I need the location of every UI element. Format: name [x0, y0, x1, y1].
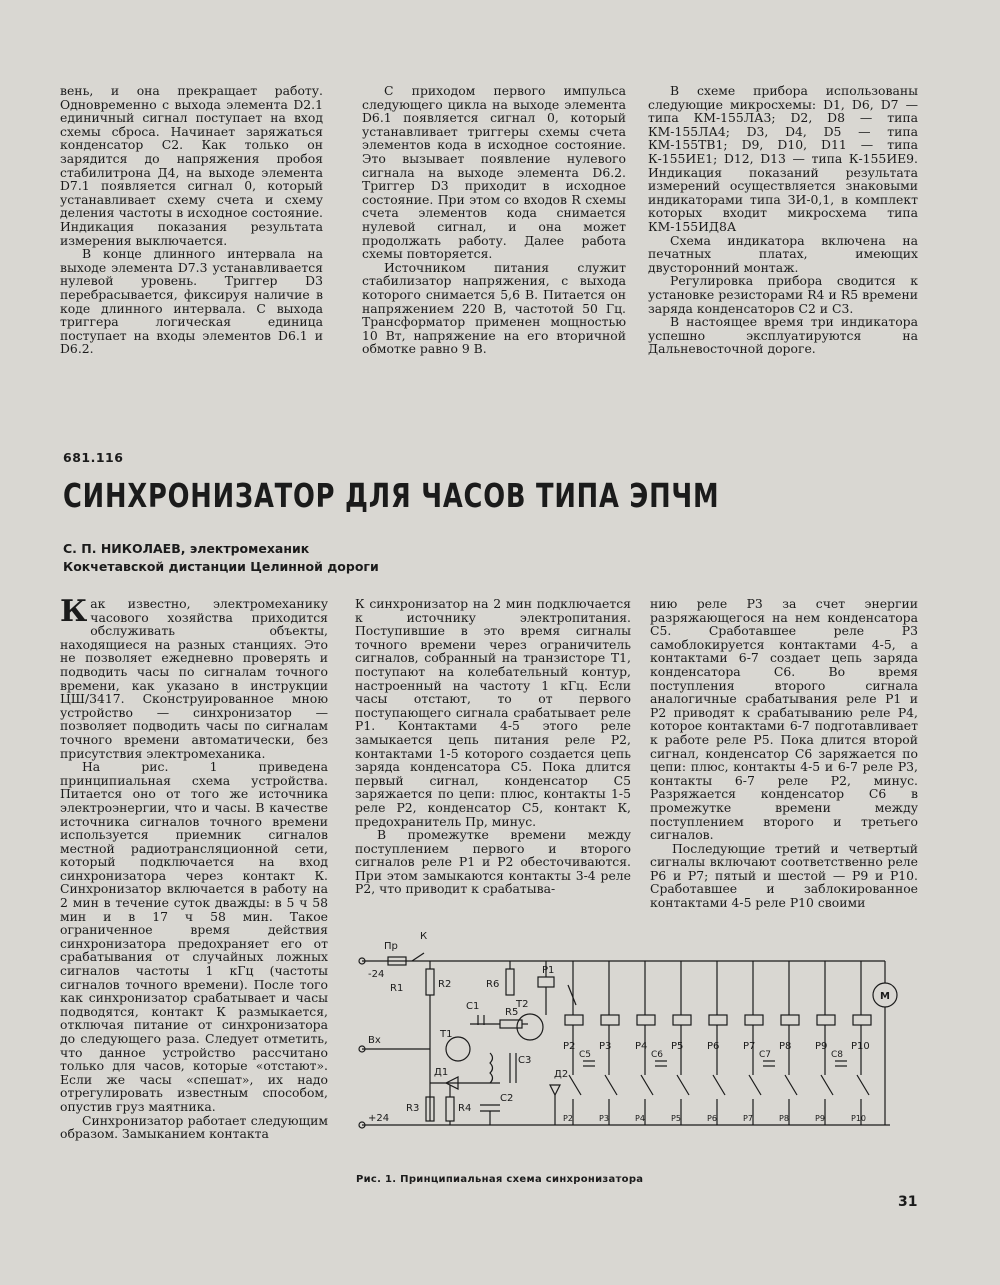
paragraph: В схеме прибора использованы следующие микросхемы: D1, D6, D7 — типа КМ-155ЛА3; D2, D8 — типа КМ-155ЛА4; D3, D4, D5 — типа КМ-155ТВ1; D9, D10, D11 — типа К-155ИЕ1; D12, D13 — типа К-155ИЕ9. Индикация показаний результата измерений осуществляется знаковыми индикаторами типа ЗИ-0,1, в комплект которых входит микросхема типа КМ-155ИД8А — [648, 83, 918, 234]
relay-coil — [817, 1015, 835, 1025]
relay-coil — [673, 1015, 691, 1025]
relay-contact — [713, 1075, 725, 1095]
relay-contact-label: Р4 — [635, 1114, 645, 1123]
page-number: 31 — [898, 1194, 918, 1210]
relay-label: Р7 — [743, 1041, 756, 1052]
transistor-t1 — [446, 1037, 470, 1061]
d2-label: Д2 — [554, 1069, 569, 1080]
author-block — [63, 540, 379, 576]
relay-contact-label: Р8 — [779, 1114, 789, 1123]
relay-contact-label: Р7 — [743, 1114, 753, 1123]
relay-label: Р10 — [851, 1041, 870, 1052]
capacitor-label: С8 — [831, 1050, 844, 1060]
article-column-2 — [355, 597, 631, 896]
relay-p1-coil — [538, 977, 554, 987]
relay-contact-label: Р9 — [815, 1114, 825, 1123]
relay-coil — [709, 1015, 727, 1025]
relay-contact-label: Р5 — [671, 1114, 681, 1123]
relay-contact — [677, 1075, 689, 1095]
paragraph: нию реле Р3 за счет энергии разряжающегося на нем конденсатора С5. Сработавшее реле Р3 самоблокируется контактами 4-5, а контактами 6-7 создает цепь заряда конденсатора С6. Во время поступления второго сигнала аналогичные срабатывания реле Р1 и Р2 приводят к срабатыванию реле Р4, которое контактами 6-7 подготавливает к работе реле Р5. Пока длится второй сигнал, конденсатор С6 заряжается по цепи: плюс, контакты 4-5 и 6-7 реле Р3, контакты 6-7 реле Р2, минус. Разряжается конденсатор С6 в промежутке времени между поступлением второго и третьего сигналов. — [650, 596, 918, 843]
inductor — [490, 1053, 493, 1083]
paragraph: В промежутке времени между поступлением первого и второго сигналов реле Р1 и Р2 обесточиваются. При этом замыкаются контакты 3-4 реле Р2, что приводит к срабатыва- — [355, 827, 631, 897]
relay-chain — [563, 961, 871, 1125]
fuse-label: Пр — [384, 941, 398, 952]
paragraph: В настоящее время три индикатора успешно эксплуатируются на Дальневосточной дороге. — [648, 314, 918, 357]
paragraph: Регулировка прибора сводится к установке резисторами R4 и R5 времени заряда конденсаторов С2 и С3. — [648, 273, 918, 316]
capacitor-label: С7 — [759, 1050, 772, 1060]
r2-label: R2 — [438, 979, 452, 990]
r5-label: R5 — [505, 1007, 519, 1018]
top-column-3 — [648, 84, 918, 356]
relay-label: Р5 — [671, 1041, 684, 1052]
relay-label: Р9 — [815, 1041, 828, 1052]
article-column-1 — [60, 594, 328, 1142]
minus-label: -24 — [368, 969, 385, 980]
udc-code: 681.116 — [63, 450, 124, 465]
relay-coil — [853, 1015, 871, 1025]
relay-label: Р3 — [599, 1041, 612, 1052]
r1-label: R1 — [390, 983, 404, 994]
circuit-schematic — [350, 925, 920, 1165]
resistor-r2 — [426, 969, 434, 995]
t2-label: Т2 — [516, 999, 529, 1010]
capacitor-label: С5 — [579, 1050, 592, 1060]
author-affiliation: Кокчетавской дистанции Целинной дороги — [63, 559, 379, 574]
relay-coil — [565, 1015, 583, 1025]
motor-label: М — [880, 991, 890, 1002]
resistor-r4 — [446, 1097, 454, 1121]
relay-contact — [641, 1075, 653, 1095]
relay-contact — [569, 1075, 581, 1095]
paragraph: На рис. 1 приведена принципиальная схема устройства. Питается оно от того же источника электроэнергии, что и часы. В качестве источника сигналов точного времени используется приемник сигналов местной радиотрансляционной сети, который подключается на вход синхронизатора через контакт К. Синхронизатор включается в работу на 2 мин в течение суток дважды: в 5 ч 58 мин и в 17 ч 58 мин. Такое ограниченное время действия синхронизатора предохраняет его от срабатывания от случайных ложных сигналов частоты 1 кГц (частоты сигналов точного времени). После того как синхронизатор срабатывает и часы подводятся, контакт К размыкается, отключая питание от синхронизатора до следующего раза. Следует отметить, что данное устройство рассчитано только для часов, которые «отстают». Если же часы «спешат», их надо отрегулировать известным способом, опустив груз маятника. — [60, 759, 328, 1114]
diode-d2 — [550, 1085, 560, 1095]
top-column-1 — [60, 84, 323, 356]
paragraph: Синхронизатор работает следующим образом. Замыканием контакта — [60, 1112, 328, 1142]
relay-label: Р8 — [779, 1041, 792, 1052]
c2-label: С2 — [500, 1093, 514, 1104]
paragraph: Схема индикатора включена на печатных платах, имеющих двусторонний монтаж. — [648, 232, 918, 275]
relay-contact — [785, 1075, 797, 1095]
capacitor-label: С6 — [651, 1050, 664, 1060]
paragraph: вень, и она прекращает работу. Одновременно с выхода элемента D2.1 единичный сигнал поступает на вход схемы сброса. Начинает заряжаться конденсатор С2. Как только он зарядится до напряжения пробоя стабилитрона Д4, на выходе элемента D7.1 появляется сигнал 0, который устанавливает схему счета и схему деления частоты в исходное состояние. Индикация показания результата измерения выключается. — [60, 83, 323, 248]
c1-label: С1 — [466, 1001, 480, 1012]
transistor-t2 — [517, 1014, 543, 1040]
relay-contact — [821, 1075, 833, 1095]
relay-contact — [605, 1075, 617, 1095]
c3-label: С3 — [518, 1055, 532, 1066]
paragraph-text: ак известно, электромеханику часового хозяйства приходится обслуживать объекты, находящиеся на разных станциях. Это не позволяет ежедневно проверять и подводить часы по сигналам точного времени, как указано в инструкции ЦШ/3417. Сконструированное мною устройство — синхронизатор — позволяет подводить часы по сигналам точного времени автоматически, без присутствия электромеханика. — [60, 596, 328, 761]
r4-label: R4 — [458, 1103, 472, 1114]
relay-contact — [749, 1075, 761, 1095]
relay-contact-label: Р10 — [851, 1114, 867, 1123]
drop-cap: К — [60, 594, 88, 629]
relay-contact — [568, 985, 576, 1005]
switch-k — [412, 953, 424, 961]
t1-label: Т1 — [440, 1029, 453, 1040]
k-label: К — [420, 931, 428, 942]
paragraph: С приходом первого импульса следующего цикла на выходе элемента D6.1 появляется сигнал 0, который устанавливает триггеры схемы счета элементов кода в исходное состояние. Это вызывает появление нулевого сигнала на выходе элемента D6.2. Триггер D3 приходит в исходное состояние. При этом со входов R схемы счета элементов кода снимается нулевой сигнал, и она может продолжать работу. Далее работа схемы повторяется. — [362, 83, 626, 262]
author-name: С. П. НИКОЛАЕВ, электромеханик — [63, 541, 310, 556]
relay-coil — [745, 1015, 763, 1025]
article-title: СИНХРОНИЗАТОР ДЛЯ ЧАСОВ ТИПА ЭПЧМ — [63, 476, 720, 515]
plus-label: +24 — [368, 1113, 390, 1124]
relay-coil — [637, 1015, 655, 1025]
relay-contact-label: Р3 — [599, 1114, 609, 1123]
r3-label: R3 — [406, 1103, 420, 1114]
relay-contact — [857, 1075, 869, 1095]
relay-contact-label: Р2 — [563, 1114, 573, 1123]
resistor-r6 — [506, 969, 514, 995]
paragraph: Последующие третий и четвертый сигналы включают соответственно реле Р6 и Р7; пятый и шестой — Р9 и Р10. Сработавшее и заблокированное контактами 4-5 реле Р10 своими — [650, 840, 918, 911]
d1-label: Д1 — [434, 1067, 449, 1078]
relay-label: Р2 — [563, 1041, 576, 1052]
relay-label: Р6 — [707, 1041, 720, 1052]
paragraph: Источником питания служит стабилизатор напряжения, с выхода которого снимается 5,6 В. Питается он напряжением 220 В, частотой 50 Гц. Трансформатор применен мощностью 10 Вт, напряжение на его вторичной обмотке равно 9 В. — [362, 259, 626, 357]
relay-contact-label: Р6 — [707, 1114, 717, 1123]
relay-coil — [601, 1015, 619, 1025]
paragraph — [60, 594, 328, 761]
article-column-3 — [650, 597, 918, 910]
relay-label: Р4 — [635, 1041, 648, 1052]
input-label: Вх — [368, 1035, 381, 1046]
relay-coil — [781, 1015, 799, 1025]
paragraph: К синхронизатор на 2 мин подключается к источнику электропитания. Поступившие в это время сигналы точного времени через ограничитель сигналов, собранный на транзисторе Т1, поступают на колебательный контур, настроенный на частоту 1 кГц. Если часы отстают, то от первого поступающего сигнала срабатывает реле Р1. Контактами 4-5 этого реле замыкается цепь питания реле Р2, контактами 1-5 которого создается цепь заряда конденсатора С5. Пока длится первый сигнал, конденсатор С5 заряжается по цепи: плюс, контакты 1-5 реле Р2, конденсатор С5, контакт К, предохранитель Пр, минус. — [355, 596, 631, 829]
top-column-2 — [362, 84, 626, 356]
p1-label: Р1 — [542, 965, 555, 976]
r6-label: R6 — [486, 979, 500, 990]
figure-caption: Рис. 1. Принципиальная схема синхронизатора — [356, 1174, 644, 1185]
paragraph: В конце длинного интервала на выходе элемента D7.3 устанавливается нулевой уровень. Триггер D3 перебрасывается, фиксируя наличие в коде длинного интервала. С выхода триггера логическая единица поступает на входы элементов D6.1 и D6.2. — [60, 246, 323, 357]
